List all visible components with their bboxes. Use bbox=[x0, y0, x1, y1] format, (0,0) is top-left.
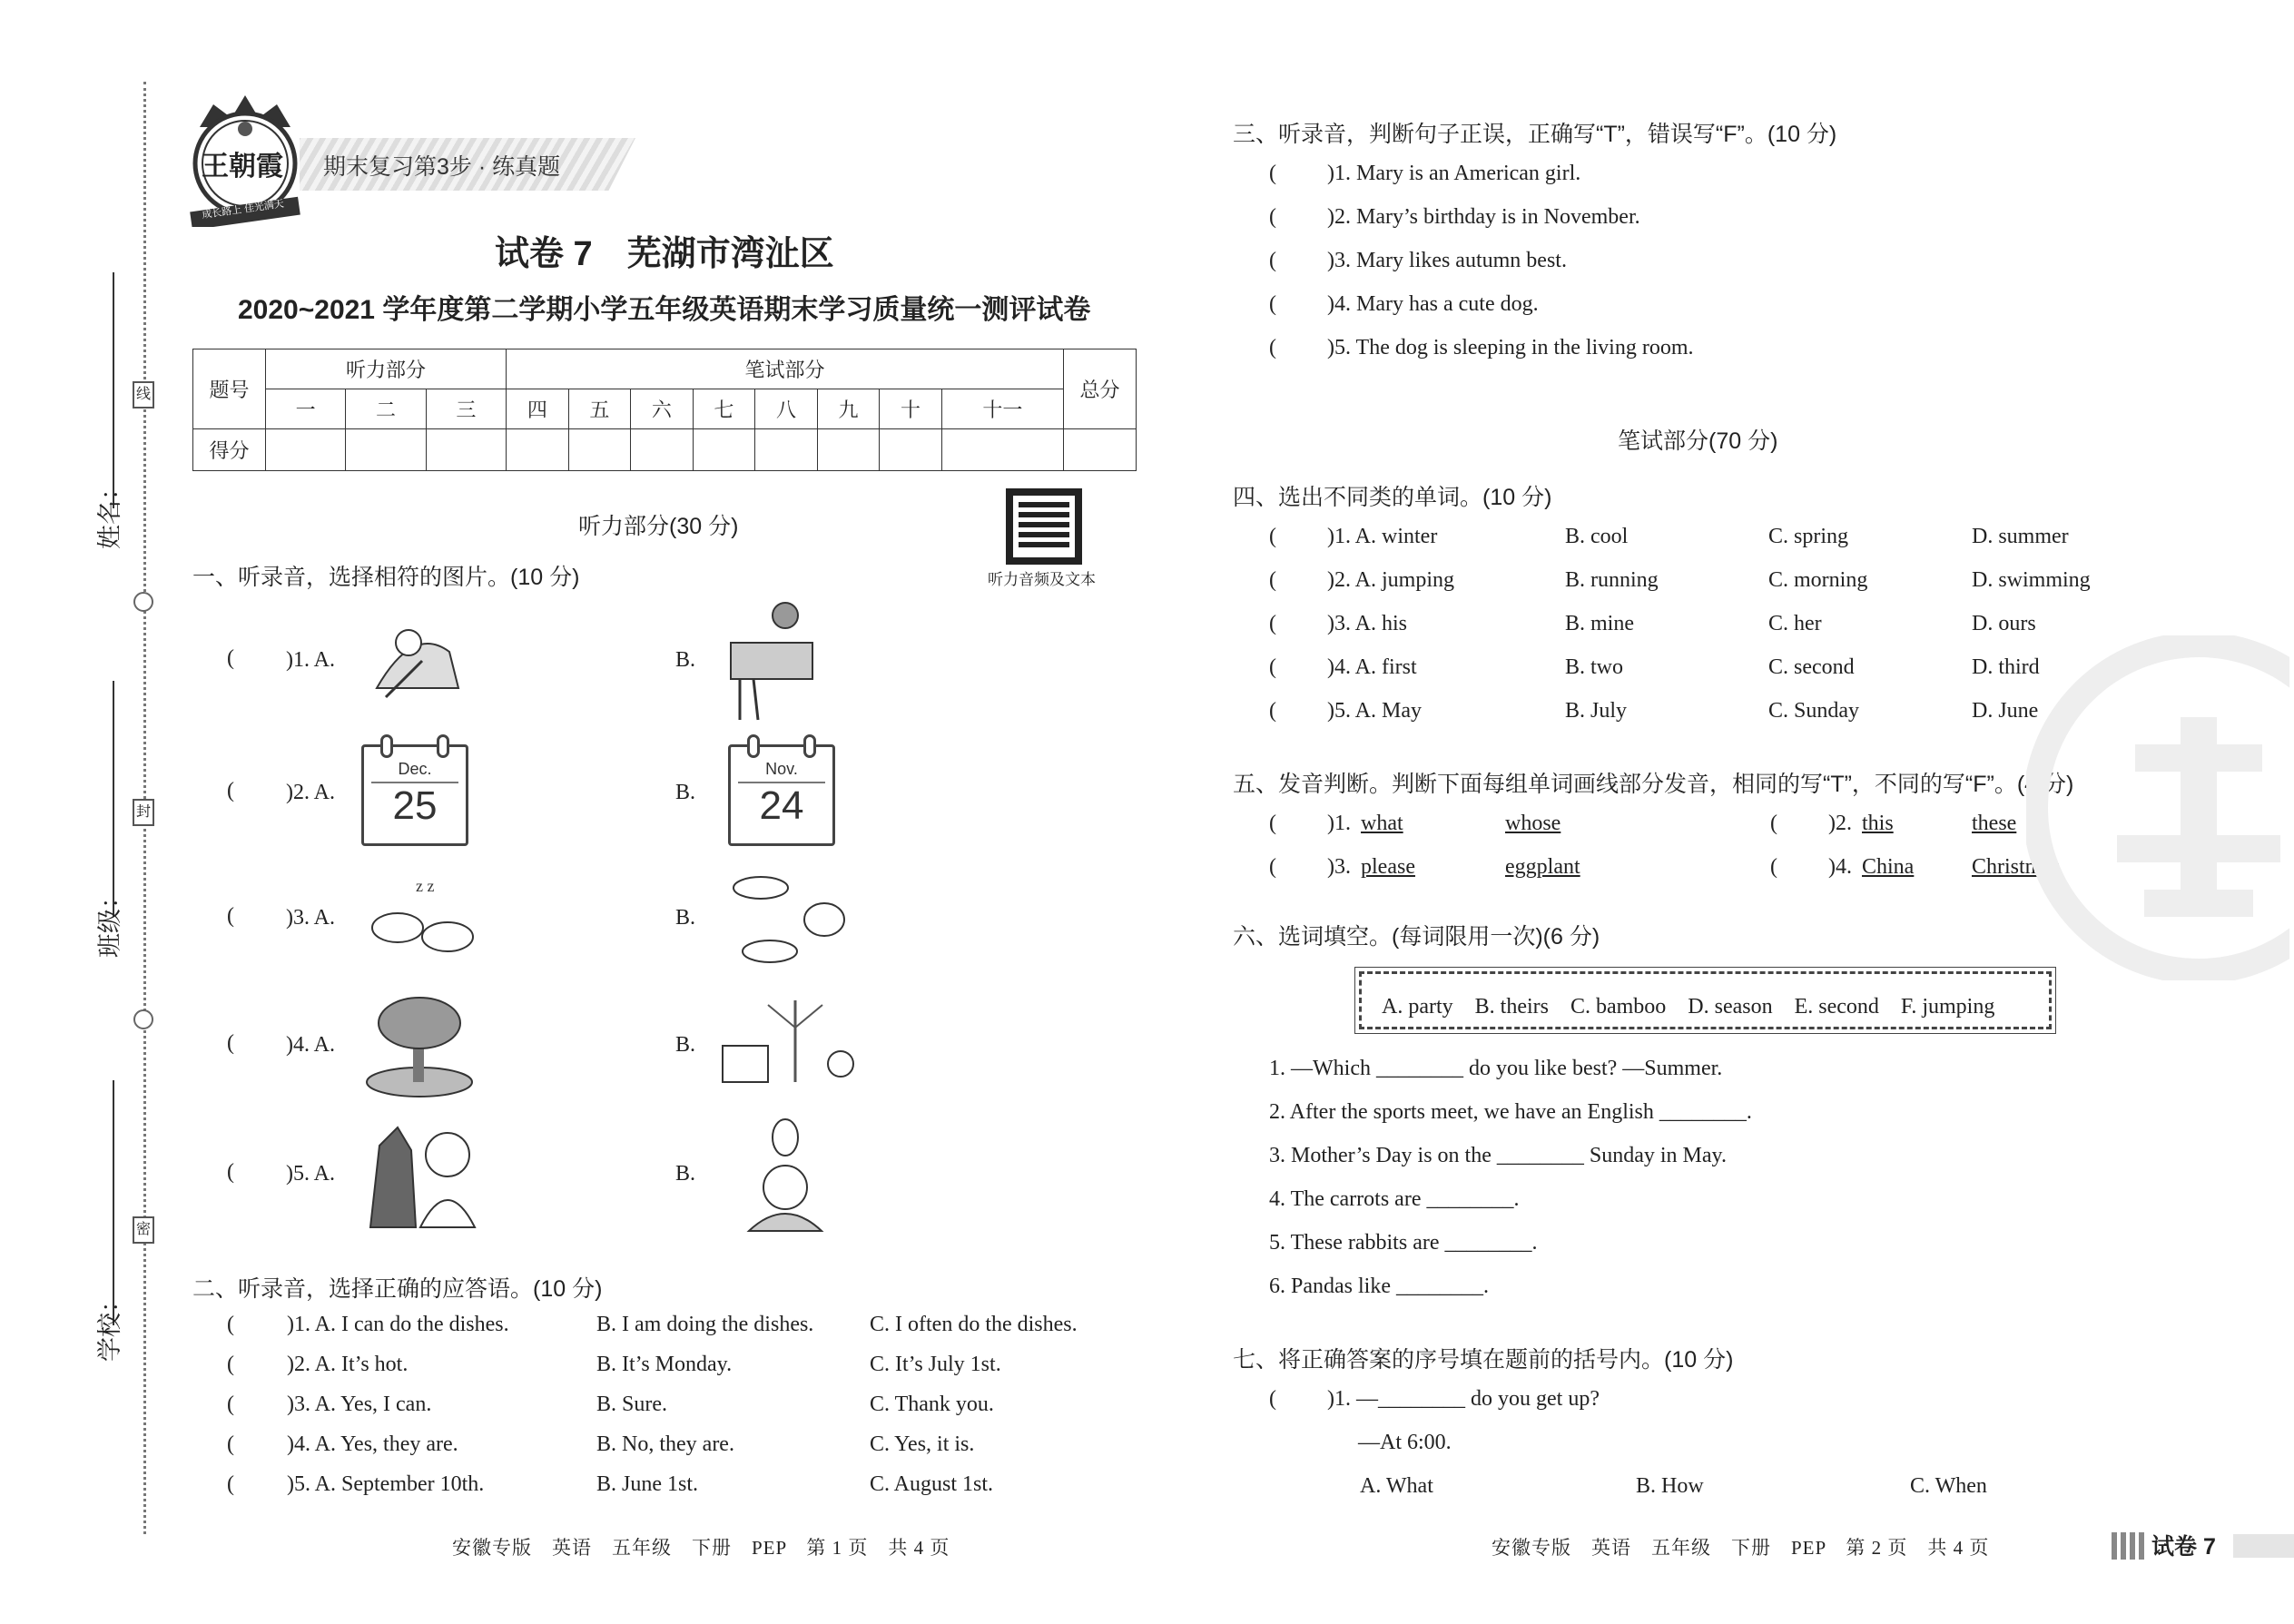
s7-option-c: C. When bbox=[1910, 1474, 1987, 1498]
s2-option-a: )2. A. It’s hot. bbox=[287, 1353, 409, 1376]
answer-paren[interactable]: ( bbox=[1269, 812, 1276, 835]
s4-option-a: )1. A. winter bbox=[1327, 525, 1438, 548]
section1-heading: 一、听录音，选择相符的图片。(10 分) bbox=[192, 565, 580, 590]
score-cell[interactable] bbox=[817, 429, 880, 471]
secret-seal-watermark bbox=[2026, 635, 2289, 980]
s2-option-b: B. Sure. bbox=[596, 1393, 667, 1416]
footer-tab: 试卷 7 bbox=[2151, 1534, 2216, 1560]
table-header-listening: 听力部分 bbox=[266, 349, 507, 389]
footer-tab-stripe bbox=[2112, 1532, 2148, 1560]
table-col: 五 bbox=[568, 389, 631, 429]
calendar-day: 24 bbox=[759, 783, 804, 828]
binding-mark-xian: 线 bbox=[133, 381, 154, 408]
table-col: 十一 bbox=[941, 389, 1063, 429]
table-col: 四 bbox=[507, 389, 569, 429]
s7-answer-1: —At 6:00. bbox=[1358, 1431, 1452, 1454]
brand-slogan: 成长路上 佳光满天 bbox=[201, 198, 285, 221]
school-label: 学校： bbox=[96, 1288, 123, 1362]
s2-option-b: B. June 1st. bbox=[596, 1472, 699, 1496]
s3-statement: )5. The dog is sleeping in the living room. bbox=[1327, 336, 1694, 359]
s4-option-d: D. third bbox=[1972, 655, 2040, 679]
s1-item-3-b: B. bbox=[675, 906, 696, 930]
calendar-month: Nov. bbox=[765, 760, 798, 778]
s2-option-a: )3. A. Yes, I can. bbox=[287, 1393, 432, 1416]
section6-heading: 六、选词填空。(每词限用一次)(6 分) bbox=[1233, 924, 1600, 950]
binding-hole-icon bbox=[133, 592, 153, 612]
table-score-label: 得分 bbox=[193, 429, 266, 471]
class-label: 班级： bbox=[96, 884, 123, 958]
answer-paren[interactable]: ( bbox=[227, 1393, 234, 1416]
binding-mark-feng: 封 bbox=[133, 799, 154, 826]
answer-paren[interactable]: ( bbox=[1269, 612, 1276, 635]
answer-paren[interactable]: ( bbox=[1269, 699, 1276, 723]
score-cell[interactable] bbox=[1064, 429, 1137, 471]
binding-hole-icon bbox=[133, 1009, 153, 1029]
step-banner-text: 期末复习第3步 · 练真题 bbox=[323, 154, 561, 180]
s5-number: )4. bbox=[1828, 855, 1852, 879]
s7-question-1: )1. —________ do you get up? bbox=[1327, 1387, 1600, 1411]
s5-word-2: these bbox=[1972, 812, 2017, 835]
s1-item-5: )5. A. bbox=[286, 1162, 335, 1186]
writing-heading: 笔试部分(70 分) bbox=[1618, 428, 1778, 454]
answer-paren[interactable]: ( bbox=[227, 1313, 234, 1336]
table-col: 二 bbox=[346, 389, 426, 429]
table-col: 六 bbox=[631, 389, 694, 429]
s5-number: )2. bbox=[1828, 812, 1852, 835]
s4-option-c: C. morning bbox=[1768, 568, 1868, 592]
s1-item-4: )4. A. bbox=[286, 1033, 335, 1057]
s2-option-c: C. Yes, it is. bbox=[870, 1432, 975, 1456]
name-field[interactable] bbox=[113, 272, 114, 508]
footer-tab-bar bbox=[2233, 1534, 2294, 1558]
s5-word-1: what bbox=[1361, 812, 1403, 835]
s5-word-2: whose bbox=[1505, 812, 1561, 835]
answer-paren[interactable]: ( bbox=[227, 1432, 234, 1456]
exam-title: 试卷 7 芜湖市湾沚区 bbox=[495, 235, 834, 273]
s4-option-d: D. ours bbox=[1972, 612, 2036, 635]
s4-option-a: )3. A. his bbox=[1327, 612, 1408, 635]
s1-item-2-b: B. bbox=[675, 781, 696, 804]
answer-paren[interactable]: ( bbox=[1770, 855, 1777, 879]
table-header-total: 总分 bbox=[1064, 349, 1137, 429]
score-table bbox=[192, 349, 1137, 471]
s4-option-a: )2. A. jumping bbox=[1327, 568, 1455, 592]
s4-option-d: D. summer bbox=[1972, 525, 2069, 548]
s6-sentence: 1. —Which ________ do you like best? —Summer. bbox=[1269, 1057, 1723, 1080]
s3-statement: )3. Mary likes autumn best. bbox=[1327, 249, 1567, 272]
answer-paren[interactable]: ( bbox=[227, 1472, 234, 1496]
answer-paren[interactable]: ( bbox=[1269, 205, 1276, 229]
calendar-dec-25 bbox=[361, 744, 468, 846]
s2-option-b: B. I am doing the dishes. bbox=[596, 1313, 814, 1336]
answer-paren[interactable]: ( bbox=[227, 904, 234, 928]
score-cell[interactable] bbox=[693, 429, 755, 471]
answer-paren[interactable]: ( bbox=[227, 779, 234, 802]
table-header-number: 题号 bbox=[193, 349, 266, 429]
s2-option-a: )4. A. Yes, they are. bbox=[287, 1432, 458, 1456]
score-cell[interactable] bbox=[507, 429, 569, 471]
class-field[interactable] bbox=[113, 681, 114, 917]
s4-option-a: )5. A. May bbox=[1327, 699, 1422, 723]
word-bank-options: A. party B. theirs C. bamboo D. season E. second F. jumping bbox=[1382, 995, 1995, 1019]
answer-paren[interactable]: ( bbox=[1269, 655, 1276, 679]
section4-heading: 四、选出不同类的单词。(10 分) bbox=[1233, 485, 1552, 510]
s1-item-3: )3. A. bbox=[286, 906, 335, 930]
svg-text:z z: z z bbox=[416, 877, 435, 895]
s4-option-d: D. swimming bbox=[1972, 568, 2091, 592]
section7-heading: 七、将正确答案的序号填在题前的括号内。(10 分) bbox=[1233, 1347, 1734, 1373]
s2-option-a: )5. A. September 10th. bbox=[287, 1472, 485, 1496]
s4-option-b: B. two bbox=[1565, 655, 1624, 679]
s3-statement: )1. Mary is an American girl. bbox=[1327, 162, 1581, 185]
s1-item-5-b: B. bbox=[675, 1162, 696, 1186]
s4-option-d: D. June bbox=[1972, 699, 2039, 723]
score-cell[interactable] bbox=[568, 429, 631, 471]
qr-code-icon[interactable] bbox=[1006, 488, 1082, 565]
picture-boy-at-table bbox=[722, 597, 822, 724]
picture-girl-sweeping bbox=[359, 606, 468, 706]
picture-girl-with-rabbit bbox=[740, 1115, 831, 1233]
answer-paren[interactable]: ( bbox=[227, 646, 234, 670]
s2-option-c: C. It’s July 1st. bbox=[870, 1353, 1001, 1376]
section2-heading: 二、听录音，选择正确的应答语。(10 分) bbox=[192, 1276, 603, 1302]
s5-number: )3. bbox=[1327, 855, 1351, 879]
answer-paren[interactable]: ( bbox=[1269, 162, 1276, 185]
s6-sentence: 4. The carrots are ________. bbox=[1269, 1187, 1520, 1211]
score-cell[interactable] bbox=[880, 429, 942, 471]
s5-word-2: eggplant bbox=[1505, 855, 1580, 879]
qr-caption: 听力音频及文本 bbox=[988, 571, 1096, 588]
exam-subtitle: 2020~2021 学年度第二学期小学五年级英语期末学习质量统一测评试卷 bbox=[238, 295, 1091, 325]
s5-word-1: this bbox=[1862, 812, 1894, 835]
s6-sentence: 5. These rabbits are ________. bbox=[1269, 1231, 1538, 1255]
brand-logo bbox=[182, 91, 309, 227]
answer-paren[interactable]: ( bbox=[227, 1353, 234, 1376]
s1-item-4-b: B. bbox=[675, 1033, 696, 1057]
s5-word-1: China bbox=[1862, 855, 1915, 879]
s5-word-2: Christmas bbox=[1972, 855, 2061, 879]
calendar-month: Dec. bbox=[398, 760, 432, 778]
s5-word-1: please bbox=[1361, 855, 1415, 879]
calendar-day: 25 bbox=[392, 783, 438, 828]
table-header-writing: 笔试部分 bbox=[507, 349, 1064, 389]
answer-paren[interactable]: ( bbox=[1269, 1387, 1276, 1411]
s7-option-a: A. What bbox=[1360, 1474, 1433, 1498]
section3-heading: 三、听录音，判断句子正误，正确写“T”，错误写“F”。(10 分) bbox=[1233, 122, 1837, 147]
footer-left: 安徽专版 英语 五年级 下册 PEP 第 1 页 共 4 页 bbox=[452, 1537, 950, 1559]
answer-paren[interactable]: ( bbox=[1269, 292, 1276, 316]
table-col: 一 bbox=[266, 389, 346, 429]
name-label: 姓名： bbox=[96, 476, 123, 549]
score-cell[interactable] bbox=[631, 429, 694, 471]
s4-option-b: B. mine bbox=[1565, 612, 1634, 635]
s4-option-c: C. spring bbox=[1768, 525, 1849, 548]
brand-name: 王朝霞 bbox=[202, 152, 283, 182]
picture-jumping-rabbits bbox=[724, 861, 861, 974]
binding-mark-mi: 密 bbox=[133, 1216, 154, 1244]
s2-option-c: C. I often do the dishes. bbox=[870, 1313, 1078, 1336]
score-cell[interactable] bbox=[266, 429, 346, 471]
s2-option-a: )1. A. I can do the dishes. bbox=[287, 1313, 509, 1336]
score-cell[interactable] bbox=[755, 429, 818, 471]
picture-sleeping-rabbits bbox=[361, 873, 488, 964]
answer-paren[interactable]: ( bbox=[1269, 568, 1276, 592]
picture-winter-snow bbox=[714, 991, 863, 1096]
answer-paren[interactable]: ( bbox=[1269, 336, 1276, 359]
score-cell[interactable] bbox=[426, 429, 506, 471]
s2-option-b: B. It’s Monday. bbox=[596, 1353, 733, 1376]
s5-number: )1. bbox=[1327, 812, 1351, 835]
s4-option-b: B. running bbox=[1565, 568, 1659, 592]
answer-paren[interactable]: ( bbox=[1269, 855, 1276, 879]
s1-item-2: )2. A. bbox=[286, 781, 335, 804]
table-col: 十 bbox=[880, 389, 942, 429]
answer-paren[interactable]: ( bbox=[227, 1160, 234, 1184]
answer-paren[interactable]: ( bbox=[1269, 249, 1276, 272]
s7-option-b: B. How bbox=[1636, 1474, 1704, 1498]
table-col: 九 bbox=[817, 389, 880, 429]
table-col: 八 bbox=[755, 389, 818, 429]
s4-option-c: C. her bbox=[1768, 612, 1822, 635]
s6-sentence: 2. After the sports meet, we have an English ________. bbox=[1269, 1100, 1752, 1124]
s2-option-c: C. Thank you. bbox=[870, 1393, 994, 1416]
calendar-nov-24 bbox=[728, 744, 835, 846]
s1-item-1-b: B. bbox=[675, 648, 696, 672]
s6-sentence: 3. Mother’s Day is on the ________ Sunday in May. bbox=[1269, 1144, 1727, 1167]
answer-paren[interactable]: ( bbox=[1269, 525, 1276, 548]
s6-sentence: 6. Pandas like ________. bbox=[1269, 1275, 1489, 1298]
s4-option-a: )4. A. first bbox=[1327, 655, 1417, 679]
s1-item-1: )1. A. bbox=[286, 648, 335, 672]
s4-option-c: C. Sunday bbox=[1768, 699, 1860, 723]
s2-option-b: B. No, they are. bbox=[596, 1432, 734, 1456]
section5-heading: 五、发音判断。判断下面每组单词画线部分发音，相同的写“T”，不同的写“F”。(4 分) bbox=[1233, 772, 2074, 797]
table-col: 七 bbox=[693, 389, 755, 429]
picture-autumn-tree bbox=[363, 991, 477, 1100]
s4-option-b: B. July bbox=[1565, 699, 1628, 723]
answer-paren[interactable]: ( bbox=[227, 1031, 234, 1055]
picture-boy-with-dog bbox=[361, 1118, 479, 1232]
table-col: 三 bbox=[426, 389, 506, 429]
s3-statement: )2. Mary’s birthday is in November. bbox=[1327, 205, 1640, 229]
answer-paren[interactable]: ( bbox=[1770, 812, 1777, 835]
listening-heading: 听力部分(30 分) bbox=[578, 514, 739, 539]
s2-option-c: C. August 1st. bbox=[870, 1472, 994, 1496]
score-cell[interactable] bbox=[941, 429, 1063, 471]
s3-statement: )4. Mary has a cute dog. bbox=[1327, 292, 1539, 316]
score-cell[interactable] bbox=[346, 429, 426, 471]
s4-option-b: B. cool bbox=[1565, 525, 1629, 548]
s4-option-c: C. second bbox=[1768, 655, 1855, 679]
footer-right: 安徽专版 英语 五年级 下册 PEP 第 2 页 共 4 页 bbox=[1492, 1537, 1990, 1559]
